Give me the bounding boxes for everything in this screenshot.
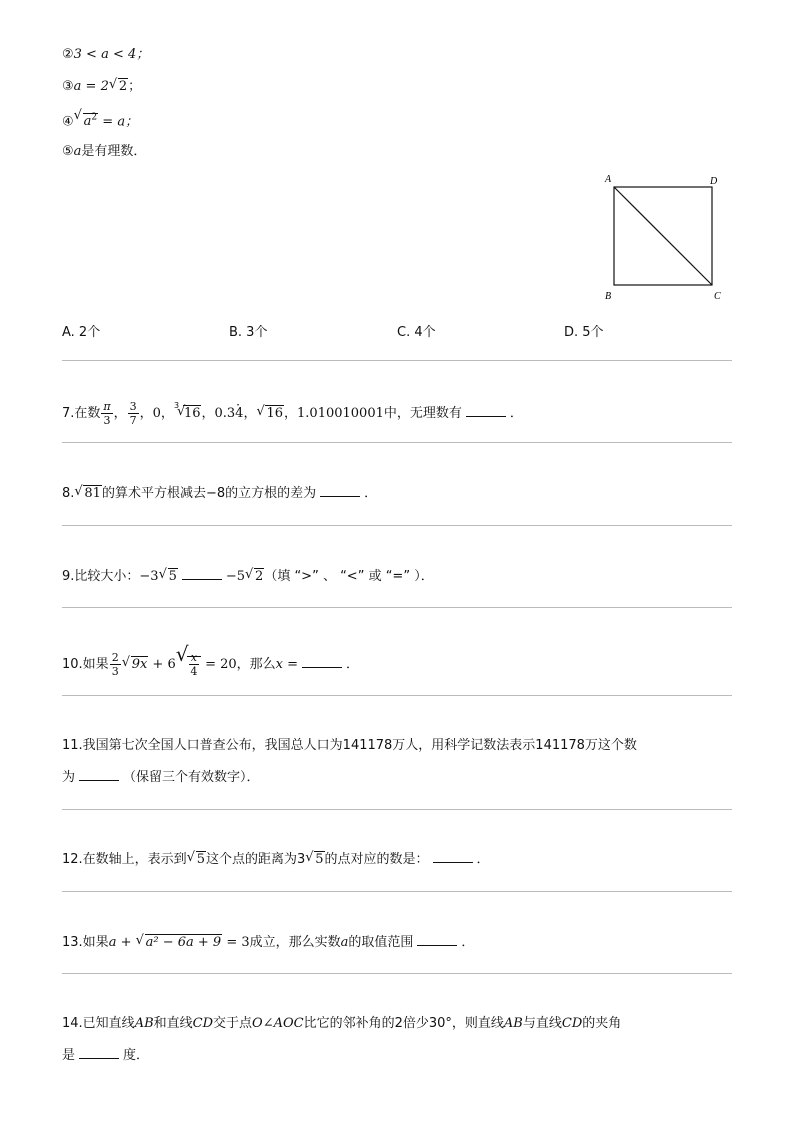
question-8: 8. √ 81的算术平方根减去−8的立方根的差为 ． xyxy=(62,484,378,501)
question-text: ，1.010010001中，无理数有 xyxy=(284,406,462,421)
variable: a xyxy=(340,935,349,950)
question-text: 12.在数轴上，表示到 xyxy=(62,852,187,867)
answer-blank[interactable] xyxy=(302,655,342,668)
divider xyxy=(62,973,732,974)
option-c[interactable]: C. 4个 xyxy=(397,325,436,340)
variable: x = xyxy=(275,657,299,672)
question-11-line-1: 11.我国第七次全国人口普查公布，我国总人口为141178万人，用科学记数法表示141178万这个数 xyxy=(62,738,637,753)
question-text: 的点对应的数是： xyxy=(324,852,429,867)
statement-number: ⑤ xyxy=(62,144,74,159)
square-root-fraction: √ $\frac{x}{4}$ xyxy=(176,651,201,678)
label-a: A xyxy=(605,174,612,185)
question-text: 的算术平方根减去−8的立方根的差为 xyxy=(101,486,317,501)
question-text: 13.如果 xyxy=(62,935,109,950)
fraction-2-3: $\frac{2}{3}$ xyxy=(111,651,119,678)
statement-4 xyxy=(62,109,138,131)
statement-expression: a = 2 xyxy=(73,79,109,94)
question-number: 8. xyxy=(62,486,75,501)
sqrt-symbol: √ 2 xyxy=(108,77,128,94)
statement-expression: = a； xyxy=(98,114,139,130)
option-d[interactable]: D. 5个 xyxy=(564,325,604,340)
divider xyxy=(62,525,732,526)
answer-blank[interactable] xyxy=(79,1046,119,1059)
statement-number: ③ xyxy=(62,79,74,94)
option-b[interactable]: B. 3个 xyxy=(229,325,268,340)
divider xyxy=(62,695,732,696)
repeating-digit: · 4 xyxy=(235,406,243,421)
divider xyxy=(62,360,732,361)
cube-root: $^3$√ 16 xyxy=(173,401,201,421)
label-c: C xyxy=(714,291,721,302)
question-text: 9.比较大小： xyxy=(62,569,140,584)
question-10: 10.如果 $\frac{2}{3}$ √ 9x + 6 √ $\frac{x}{4}$ = 20，那么x = ． xyxy=(62,642,360,678)
label-b: B xyxy=(605,291,612,302)
fraction-3-7: $\frac{3}{7}$ xyxy=(129,400,137,427)
square-root: √ 9x xyxy=(121,655,148,672)
square-root: √ 5 xyxy=(186,850,205,867)
answer-blank[interactable] xyxy=(182,567,222,580)
diagonal-ac xyxy=(614,187,712,285)
question-12: 12.在数轴上，表示到 √ 5这个点的距离为3 √ 5的点对应的数是： ． xyxy=(62,850,490,867)
answer-blank[interactable] xyxy=(433,850,473,863)
question-9: 9.比较大小：−3 √ 5 −5 √ 2（填 “>” 、 “<” 或 “=” ）． xyxy=(62,567,434,584)
variable: a xyxy=(73,144,82,159)
question-text: 7.在数 xyxy=(62,406,101,421)
sqrt-symbol: √ $a^2$ xyxy=(73,108,98,130)
statement-expression: 3 < a < 4； xyxy=(73,47,150,62)
question-14-line-2: 是 度． xyxy=(62,1048,150,1063)
question-14-line-1: 14.已知直线AB和直线CD交于点O∠AOC比它的邻补角的2倍少30°，则直线AB与直线CD的夹角 xyxy=(62,1016,622,1031)
label-d: D xyxy=(710,176,718,187)
square-root: √ 5 xyxy=(305,850,324,867)
question-13: 13.如果a + √ a² − 6a + 9 = 3成立，那么实数a的取值范围 ． xyxy=(62,933,475,950)
square-root: √ 16 xyxy=(256,404,284,421)
answer-blank[interactable] xyxy=(417,933,457,946)
question-text: ，0.3 xyxy=(201,406,236,421)
divider xyxy=(62,891,732,892)
divider xyxy=(62,442,732,443)
answer-blank[interactable] xyxy=(79,768,119,781)
radicand: 2 xyxy=(118,79,128,94)
statement-tail: ； xyxy=(128,79,142,94)
question-text: 10.如果 xyxy=(62,657,109,672)
divider xyxy=(62,607,732,608)
statement-2 xyxy=(62,46,149,64)
question-7: 7.在数 $\frac{\pi}{3}$ ， $\frac{3}{7}$ ，0， $^3$√ 16，0.3· 4， √ 16，1.010010001中，无理数有 ． xyxy=(62,400,523,427)
fraction-pi-3: $\frac{\pi}{3}$ xyxy=(103,400,111,427)
question-text: ，0， xyxy=(139,406,174,421)
square-root: √ 2 xyxy=(245,567,264,584)
square-diagram xyxy=(600,170,730,305)
statement-text: 是有理数． xyxy=(81,144,147,159)
statement-3 xyxy=(62,78,141,96)
statement-number: ② xyxy=(62,47,74,62)
radicand: a xyxy=(83,114,92,130)
square-root: √ 5 xyxy=(158,567,177,584)
answer-blank[interactable] xyxy=(320,484,360,497)
question-text: （填 “>” 、 “<” 或 “=” ）． xyxy=(264,569,434,584)
statement-number: ④ xyxy=(62,114,74,130)
statement-5 xyxy=(62,143,146,161)
answer-blank[interactable] xyxy=(466,404,506,417)
square-root: √ 81 xyxy=(74,484,101,501)
exponent: 2 xyxy=(91,113,98,123)
divider xyxy=(62,809,732,810)
question-11-line-2: 为 （保留三个有效数字）． xyxy=(62,770,260,785)
square-root: √ a² − 6a + 9 xyxy=(135,933,222,950)
option-a[interactable]: A. 2个 xyxy=(62,325,101,340)
